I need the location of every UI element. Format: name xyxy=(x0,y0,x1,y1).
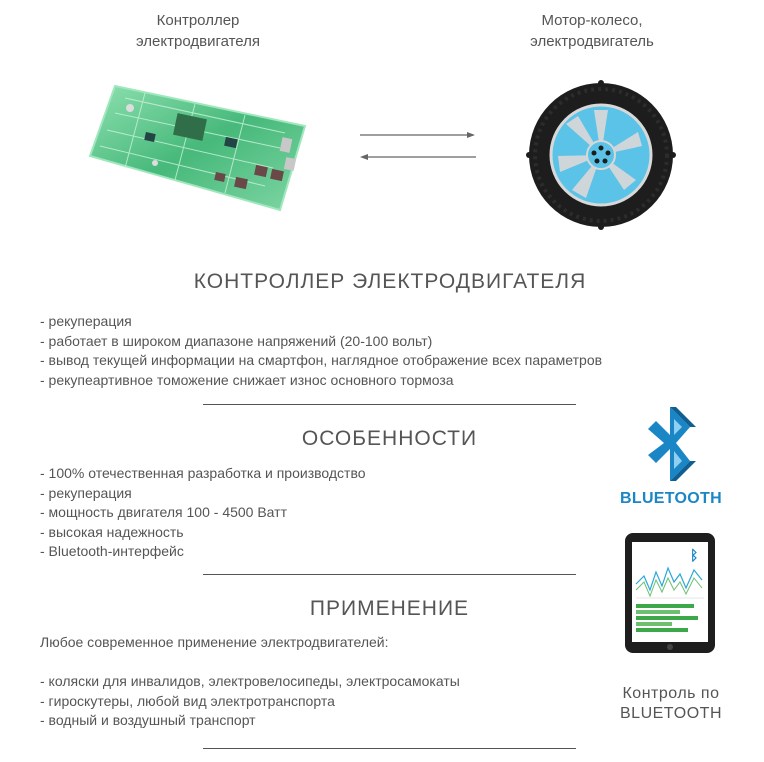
bluetooth-label: BLUETOOTH xyxy=(620,490,722,507)
list-item: - рекуперация xyxy=(40,313,132,329)
controller-caption-line2: электродвигателя xyxy=(135,33,261,50)
controller-caption-line1: Контроллер xyxy=(156,12,240,29)
list-item: - работает в широком диапазоне напряжений (20-100 вольт) xyxy=(40,332,433,349)
wheel-caption-line1: Мотор-колесо, xyxy=(541,12,643,29)
list-item: - 100% отечественная разработка и производство xyxy=(40,465,366,481)
application-intro: Любое современное применение электродвигателей: xyxy=(40,634,389,650)
list-item: - мощность двигателя 100 - 4500 Ватт xyxy=(40,504,287,520)
features-list xyxy=(40,464,560,562)
divider xyxy=(203,748,576,749)
divider xyxy=(203,404,576,405)
controller-caption xyxy=(98,10,298,52)
list-item: - вывод текущей информации на смартфон, наглядное отображение всех параметров xyxy=(40,352,603,368)
divider xyxy=(203,574,576,575)
wheel-caption xyxy=(492,10,692,52)
section-application-heading: ПРИМЕНЕНИЕ xyxy=(309,597,470,620)
bluetooth-logo-icon xyxy=(640,405,700,490)
controller-features-list xyxy=(40,312,720,390)
list-item: - высокая надежность xyxy=(40,523,184,540)
bluetooth-control-caption xyxy=(596,684,746,724)
list-item: - Bluetooth-интерфейс xyxy=(40,543,184,559)
control-caption-line2: BLUETOOTH xyxy=(620,705,722,722)
list-item: - водный и воздушный транспорт xyxy=(40,712,256,728)
list-item: - коляски для инвалидов, электровелосипеды, электросамокаты xyxy=(40,673,460,689)
bidirectional-arrows-icon xyxy=(355,127,480,163)
svg-text:ᛒ: ᛒ xyxy=(690,548,699,564)
list-item: - рекуперация xyxy=(40,484,132,501)
tablet-app-image xyxy=(624,532,716,654)
list-item: - гироскутеры, любой вид электротранспорта xyxy=(40,692,335,709)
section-controller-heading: КОНТРОЛЛЕР ЭЛЕКТРОДВИГАТЕЛЯ xyxy=(193,270,587,293)
application-list xyxy=(40,672,580,731)
motor-wheel-image xyxy=(526,80,676,230)
list-item: - рекупеартивное томожение снижает износ основного тормоза xyxy=(40,371,454,388)
wheel-caption-line2: электродвигатель xyxy=(530,33,654,50)
control-caption-line1: Контроль по xyxy=(622,685,720,702)
controller-board-image xyxy=(85,78,310,218)
section-features-heading: ОСОБЕННОСТИ xyxy=(301,427,478,450)
